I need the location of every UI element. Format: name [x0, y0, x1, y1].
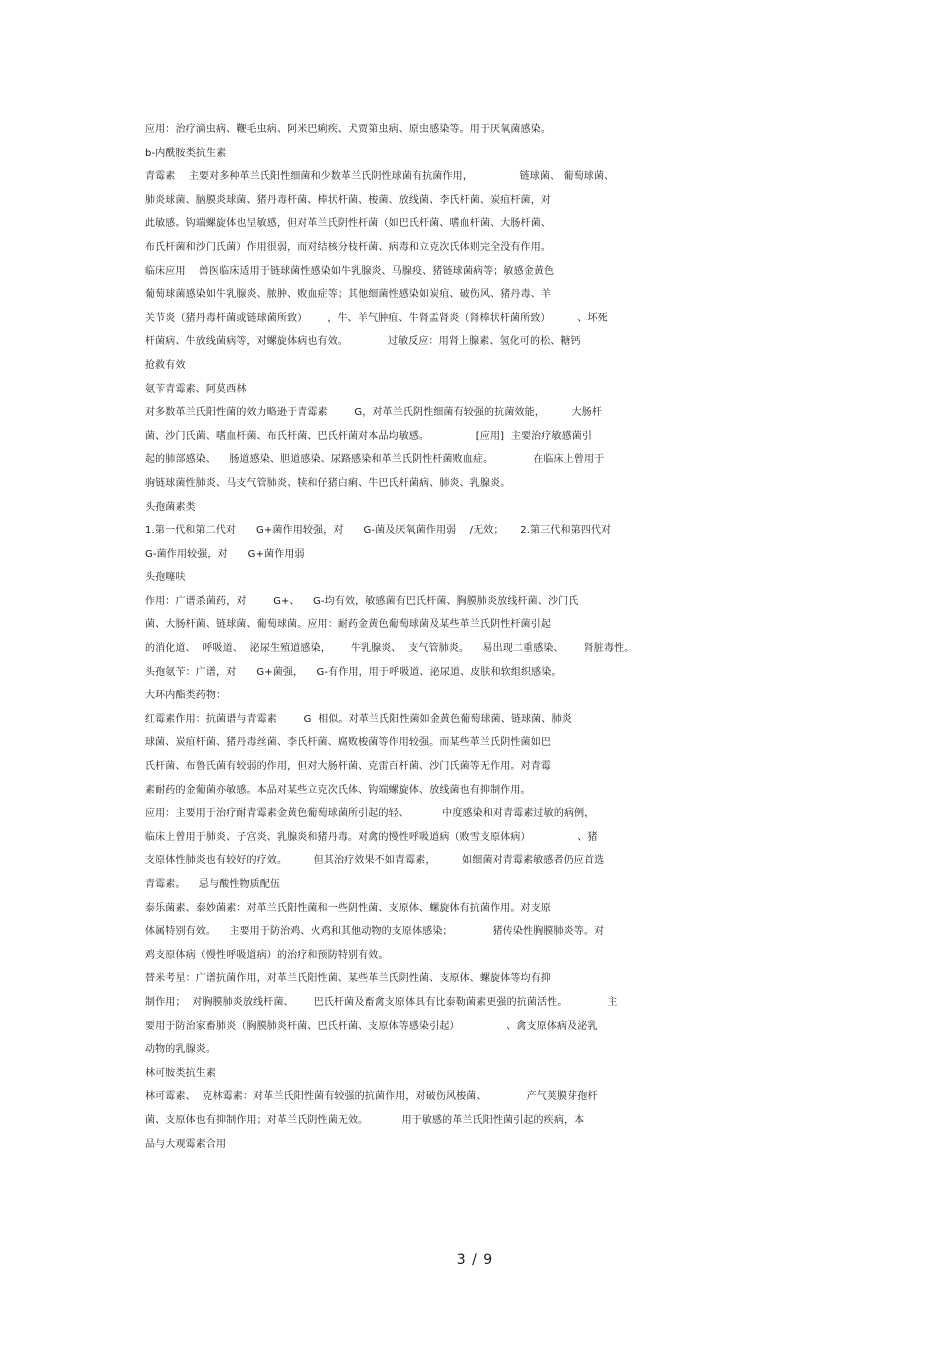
text-line: 此敏感。钩端螺旋体也呈敏感，但对革兰氏阴性杆菌（如巴氏杆菌、嗜血杆菌、大肠杆菌、	[145, 218, 551, 230]
text-line: b-内酰胺类抗生素	[145, 147, 227, 159]
text-line: 鸡支原体病（慢性呼吸道病）的治疗和预防特别有效。	[145, 949, 389, 961]
text-line: G-菌作用较强，对 G+菌作用弱	[145, 548, 305, 560]
text-line: 菌、大肠杆菌、链球菌、葡萄球菌。应用：耐药金黄色葡萄球菌及某些革兰氏阴性杆菌引起	[145, 619, 551, 631]
text-line: 关节炎（猪丹毒杆菌或链球菌所致） ，牛、羊气肿疽、牛肾盂肾炎（肾棒状杆菌所致） 、坏死	[145, 312, 608, 324]
page-body-text	[145, 118, 815, 1156]
text-line: 应用：治疗滴虫病、鞭毛虫病、阿米巴痢疾、犬贾第虫病、原虫感染等。用于厌氧菌感染。	[145, 124, 551, 135]
text-line: 的消化道、 呼吸道、 泌尿生殖道感染， 牛乳腺炎、 支气管肺炎。 易出现二重感染、 肾脏毒性。	[145, 643, 635, 655]
text-line: 制作用； 对胸膜肺炎放线杆菌、 巴氏杆菌及畜禽支原体具有比泰勒菌素更强的抗菌活性。 主	[145, 996, 618, 1008]
text-line: 青霉素 主要对多种革兰氏阳性细菌和少数革兰氏阴性球菌有抗菌作用， 链球菌、 葡萄球菌、	[145, 171, 615, 183]
text-line: 品与大观霉素合用	[145, 1138, 227, 1150]
text-line: 球菌、炭疽杆菌、猪丹毒丝菌、李氏杆菌、腐败梭菌等作用较强。而某些革兰氏阴性菌如巴	[145, 737, 551, 749]
text-line: 临床应用 兽医临床适用于链球菌性感染如牛乳腺炎、马腺疫、猪链球菌病等；敏感金黄色	[145, 265, 555, 277]
text-line: 菌、沙门氏菌、嗜血杆菌、布氏杆菌、巴氏杆菌对本品均敏感。 [应用] 主要治疗敏感菌引	[145, 430, 593, 442]
text-line: 青霉素。 忌与酸性物质配伍	[145, 879, 281, 890]
text-line: 临床上曾用于肺炎、子宫炎、乳腺炎和猪丹毒。对禽的慢性呼吸道病（败雪支原体病） 、猪	[145, 831, 598, 843]
text-line: 支原体性肺炎也有较好的疗效。 但其治疗效果不如青霉素， 如细菌对青霉素敏感者仍应首选	[145, 855, 605, 867]
text-line: 素耐药的金葡菌亦敏感。本品对某些立克次氏体、钩端螺旋体、放线菌也有抑制作用。	[145, 784, 531, 796]
text-line: 对多数革兰氏阳性菌的效力略逊于青霉素 G，对革兰氏阴性细菌有较强的抗菌效能， 大肠杆	[145, 407, 603, 419]
text-line: 林可胺类抗生素	[145, 1067, 217, 1079]
page-number: 3 / 9	[456, 1252, 494, 1268]
text-line: 应用：主要用于治疗耐青霉素金黄色葡萄球菌所引起的轻、 中度感染和对青霉素过敏的病例，	[145, 808, 595, 820]
text-line: 动物的乳腺炎。	[145, 1044, 217, 1056]
text-line: 起的肺部感染、 肠道感染、胆道感染、尿路感染和革兰氏阴性杆菌败血症。 在临床上曾用于	[145, 454, 605, 466]
text-line: 要用于防治家畜肺炎（胸膜肺炎杆菌、巴氏杆菌、支原体等感染引起） 、禽支原体病及泌乳	[145, 1020, 598, 1032]
text-line: 氏杆菌、布鲁氏菌有较弱的作用，但对大肠杆菌、克雷百杆菌、沙门氏菌等无作用。对青霉	[145, 761, 551, 773]
text-line: 泰乐菌素、泰妙菌素：对革兰氏阳性菌和一些阴性菌、支原体、螺旋体有抗菌作用。对支原	[145, 902, 551, 914]
text-line: 氨苄青霉素、阿莫西林	[145, 383, 247, 395]
text-line: 菌、支原体也有抑制作用；对革兰氏阴性菌无效。 用于敏感的革兰氏阳性菌引起的疾病，本	[145, 1114, 585, 1126]
text-line: 体属特别有效。 主要用于防治鸡、火鸡和其他动物的支原体感染； 猪传染性胸膜肺炎等。对	[145, 926, 605, 938]
text-line: 大环内酯类药物：	[145, 690, 227, 702]
text-line: 葡萄球菌感染如牛乳腺炎、脓肿、败血症等；其他细菌性感染如炭疽、破伤风、猪丹毒、羊	[145, 289, 551, 301]
text-line: 作用：广谱杀菌药，对 G+、 G-均有效，敏感菌有巴氏杆菌、胸膜肺炎放线杆菌、沙门氏	[145, 595, 579, 607]
text-line: 头孢氨苄：广谱，对 G+菌强， G-有作用，用于呼吸道、泌尿道、皮肤和软组织感染。	[145, 666, 562, 678]
text-line: 驹链球菌性肺炎、马支气管肺炎、犊和仔猪白痢、牛巴氏杆菌病、肺炎、乳腺炎。	[145, 477, 511, 489]
text-line: 替米考星：广谱抗菌作用，对革兰氏阳性菌、某些革兰氏阴性菌、支原体、螺旋体等均有抑	[145, 973, 551, 985]
text-line: 红霉素作用：抗菌谱与青霉素 G 相似。对革兰氏阳性菌如金黄色葡萄球菌、链球菌、肺炎	[145, 713, 572, 725]
text-line: 肺炎球菌、脑膜炎球菌、猪丹毒杆菌、棒状杆菌、梭菌、放线菌、李氏杆菌、炭疽杆菌，对	[145, 194, 551, 206]
text-line: 杆菌病、牛放线菌病等，对螺旋体病也有效。 过敏反应：用肾上腺素、氢化可的松、糖钙	[145, 336, 581, 348]
text-line: 布氏杆菌和沙门氏菌）作用很弱，而对结核分枝杆菌、病毒和立克次氏体则完全没有作用。	[145, 241, 551, 253]
text-line: 抢救有效	[145, 359, 186, 371]
text-line: 1.第一代和第二代对 G+菌作用较强，对 G-菌及厌氧菌作用弱 /无效； 2.第三代和第四代对	[145, 525, 612, 537]
text-line: 林可霉素、 克林霉素：对革兰氏阳性菌有较强的抗菌作用，对破伤风梭菌、 产气荚膜芽孢杆	[145, 1091, 598, 1103]
text-line: 头孢菌素类	[145, 501, 196, 513]
text-line: 头孢噻呋	[145, 572, 186, 584]
